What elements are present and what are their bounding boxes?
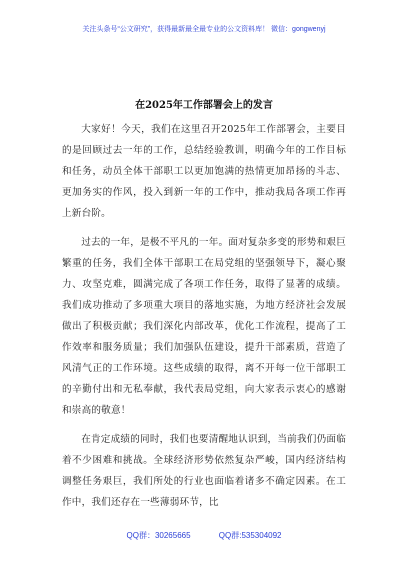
page-title: 在2025年工作部署会上的发言 (135, 100, 273, 111)
footer-qq-group-1: QQ群：30265665 (126, 531, 191, 540)
paragraph-3: 在肯定成绩的同时，我们也要清醒地认识到，当前我们仍面临着不少困难和挑战。全球经济形势依然复杂严峻，国内经济结构调整任务艰巨，我们所处的行业也面临着诸多不确定因素。在工作中，我们还存在一些薄弱环节，比 (62, 434, 346, 508)
header-note: 关注头条号“公文研究”，获得最新最全最专业的公文资料库！ 微信：gongwenyj (82, 26, 326, 33)
document-body (62, 119, 346, 521)
paragraph-2: 过去的一年，是极不平凡的一年。面对复杂多变的形势和艰巨繁重的任务，我们全体干部职工在局党组的坚强领导下，凝心聚力、攻坚克难，圆满完成了各项工作任务，取得了显著的成绩。我们成功推动了多项重大项目的落地实施，为地方经济社会发展做出了积极贡献；我们深化内部改革，优化工作流程，提高了工作效率和服务质量；我们加强队伍建设，提升干部素质，营造了风清气正的工作环境。这些成绩的取得，离不开每一位干部职工的辛勤付出和无私奉献，我代表局党组，向大家表示衷心的感谢和崇高的敬意！ (62, 237, 346, 416)
footer (0, 530, 408, 541)
footer-qq-group-2: QQ群:535304092 (218, 531, 282, 540)
paragraph-1: 大家好！今天，我们在这里召开2025年工作部署会，主要目的是回顾过去一年的工作，总结经验教训，明确今年的工作目标和任务，动员全体干部职工以更加饱满的热情更加昂扬的斗志、更加务实的作风，投入到新一年的工作中，推动我局各项工作再上新台阶。 (62, 124, 346, 219)
